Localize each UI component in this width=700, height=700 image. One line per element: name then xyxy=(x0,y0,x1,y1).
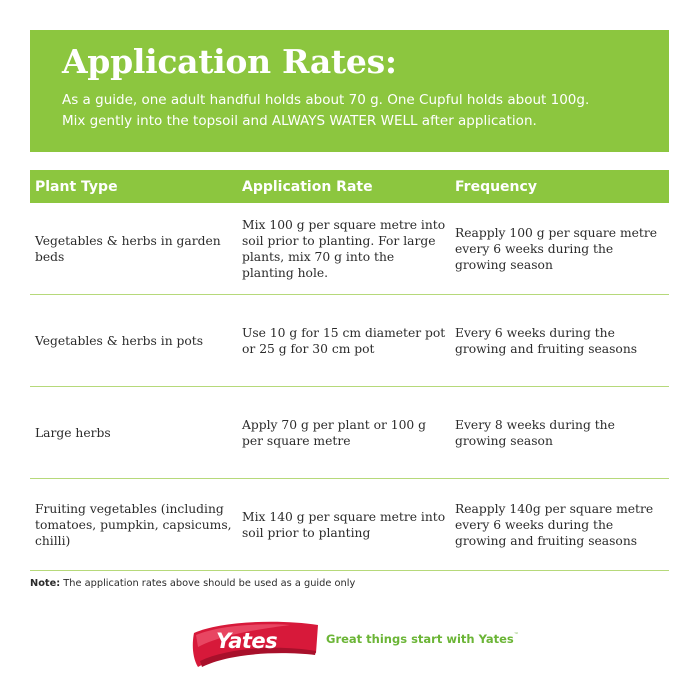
application-rate-cell: Use 10 g for 15 cm diameter pot or 25 g for 30 cm pot xyxy=(242,325,446,356)
note-label: Note: xyxy=(30,578,61,589)
logo-wordmark: Yates xyxy=(216,629,278,653)
trademark-symbol: ™ xyxy=(513,632,519,638)
application-rates-table xyxy=(30,170,669,571)
frequency-cell: Every 8 weeks during the growing season xyxy=(455,417,615,448)
plant-type-cell: Fruiting vegetables (including tomatoes, pumpkin, capsicums, chilli) xyxy=(35,501,232,548)
plant-type-cell: Vegetables & herbs in pots xyxy=(35,333,204,348)
frequency-cell: Reapply 100 g per square metre every 6 weeks during the growing season xyxy=(455,225,658,272)
table-row xyxy=(30,203,669,295)
guide-text-line-2: Mix gently into the topsoil and ALWAYS WATER WELL after application. xyxy=(62,113,537,129)
table-row xyxy=(30,387,669,479)
footnote xyxy=(30,578,355,589)
plant-type-cell: Large herbs xyxy=(35,425,111,440)
table-header xyxy=(30,170,669,203)
application-rate-cell: Mix 140 g per square metre into soil prior to planting xyxy=(242,509,446,540)
column-header-application-rate: Application Rate xyxy=(242,178,373,195)
column-header-frequency: Frequency xyxy=(455,178,537,195)
application-rate-cell: Apply 70 g per plant or 100 g per square metre xyxy=(242,417,427,448)
application-rate-cell: Mix 100 g per square metre into soil prior to planting. For large plants, mix 70 g into the planting hole. xyxy=(242,217,446,280)
tagline xyxy=(326,632,519,646)
page-title: Application Rates: xyxy=(62,42,397,81)
column-header-plant-type: Plant Type xyxy=(35,178,118,195)
guide-text-line-1: As a guide, one adult handful holds about 70 g. One Cupful holds about 100g. xyxy=(62,92,590,108)
table-row xyxy=(30,295,669,387)
table-row xyxy=(30,479,669,571)
tagline-text: Great things start with Yates xyxy=(326,632,514,646)
frequency-cell: Every 6 weeks during the growing and fruiting seasons xyxy=(455,325,638,356)
header-banner xyxy=(30,30,669,152)
plant-type-cell: Vegetables & herbs in garden beds xyxy=(35,233,221,264)
frequency-cell: Reapply 140g per square metre every 6 weeks during the growing and fruiting seasons xyxy=(455,501,654,548)
yates-logo xyxy=(190,619,320,669)
note-text: The application rates above should be used as a guide only xyxy=(60,578,356,589)
